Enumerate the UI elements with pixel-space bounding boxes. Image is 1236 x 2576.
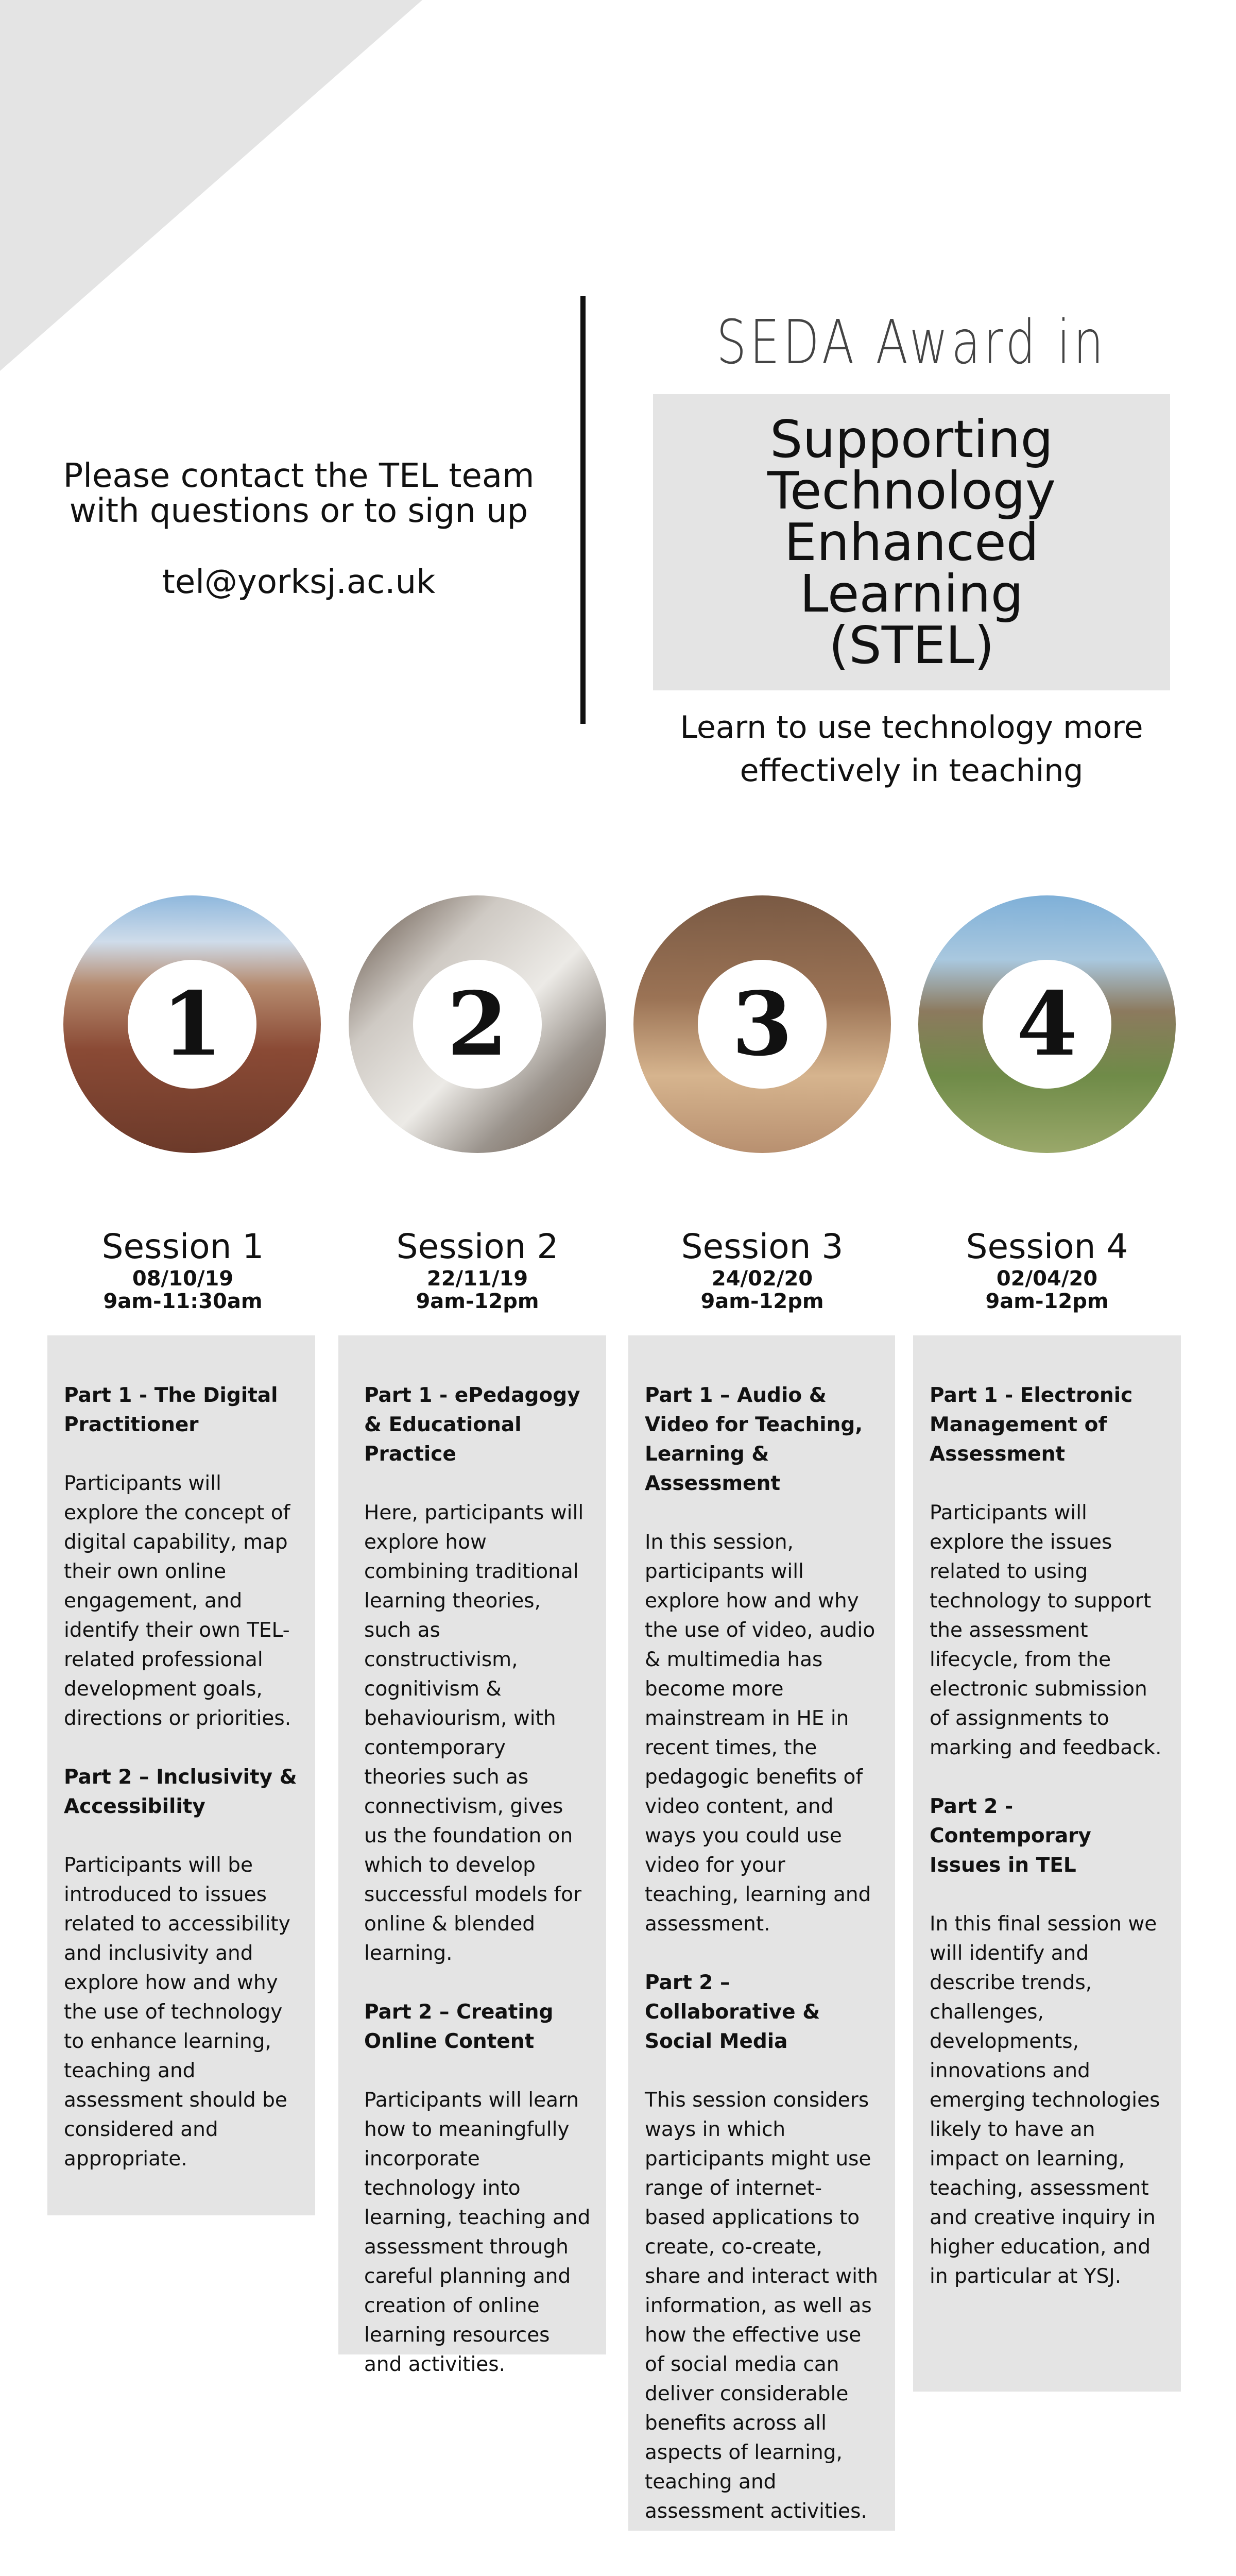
award-name-line: (STEL) <box>829 615 994 675</box>
session-time: 9am-12pm <box>700 1290 824 1313</box>
session-2-photo <box>349 895 606 1153</box>
session-date: 08/10/19 <box>132 1267 234 1291</box>
part-1-heading: Part 1 - The Digital Practitioner <box>64 1384 278 1436</box>
contact-line-2: with questions or to sign up <box>69 492 528 530</box>
session-title: Session 2 <box>396 1227 559 1266</box>
award-name-box <box>653 394 1170 690</box>
award-title: SEDA Award in <box>716 307 1107 378</box>
tagline <box>654 706 1169 792</box>
part-2-heading: Part 2 – Collaborative & Social Media <box>645 1971 820 2053</box>
award-name-line: Technology <box>767 460 1056 521</box>
part-1-heading: Part 1 - Electronic Management of Assessment <box>930 1384 1133 1466</box>
session-1-photo <box>63 895 321 1153</box>
part-2-heading: Part 2 - Contemporary Issues in TEL <box>930 1795 1091 1877</box>
tagline-line-2: effectively in teaching <box>740 753 1084 789</box>
session-1-card <box>47 1335 315 2215</box>
session-2-number: 2 <box>413 960 542 1089</box>
session-4-number: 4 <box>983 960 1111 1089</box>
session-2-card <box>338 1335 606 2376</box>
session-4-card <box>913 1335 1181 2392</box>
corner-decoration <box>0 0 422 371</box>
contact-email[interactable]: tel@yorksj.ac.uk <box>162 563 436 601</box>
part-1-heading: Part 1 – Audio & Video for Teaching, Learning & Assessment <box>645 1384 863 1495</box>
session-1-number: 1 <box>128 960 256 1089</box>
session-4-header <box>908 1226 1186 1313</box>
part-1-body: Here, participants will explore how combining traditional learning theories, such as constructivism, cognitivism & behaviourism, with contemporary theories such as connectivism, gives us the foundation on which to develop successful models for online & blended learning. <box>364 1501 584 1965</box>
vertical-divider <box>580 296 586 724</box>
session-time: 9am-12pm <box>985 1290 1109 1313</box>
session-time: 9am-12pm <box>416 1290 539 1313</box>
award-name-line: Enhanced <box>784 512 1039 572</box>
session-3-number: 3 <box>698 960 827 1089</box>
session-date: 02/04/20 <box>996 1267 1098 1291</box>
session-4-photo <box>918 895 1176 1153</box>
session-date: 24/02/20 <box>711 1267 813 1291</box>
part-2-body: Participants will be introduced to issues related to accessibility and inclusivity and explore how and why the use of technology to enhance learning, teaching and assessment should be considered and appropriate. <box>64 1854 290 2171</box>
session-date: 22/11/19 <box>426 1267 528 1291</box>
award-name-line: Supporting <box>770 409 1053 469</box>
contact-line-1: Please contact the TEL team <box>63 457 535 495</box>
part-2-heading: Part 2 – Creating Online Content <box>364 2001 554 2053</box>
part-1-body: In this session, participants will explore how and why the use of video, audio & multimedia has become more mainstream in HE in recent times, the pedagogic benefits of video content, and ways you could use video for your teaching, learning and assessment. <box>645 1531 876 1936</box>
part-2-body: This session considers ways in which participants might use range of internet-based applications to create, co-create, share and interact with information, as well as how the effective use of social media can deliver considerable benefits across all aspects of learning, teaching and assessment activities. <box>645 2089 878 2523</box>
session-title: Session 1 <box>101 1227 264 1266</box>
part-2-body: In this final session we will identify and describe trends, challenges, developments, innovations and emerging technologies likely to have an impact on learning, teaching, assessment and creative inquiry in higher education, and in particular at YSJ. <box>930 1912 1160 2288</box>
part-2-body: Participants will learn how to meaningfully incorporate technology into learning, teaching and assessment through careful planning and creation of online learning resources and activities. <box>364 2089 591 2376</box>
session-3-photo <box>633 895 891 1153</box>
part-1-body: Participants will explore the issues related to using technology to support the assessment lifecycle, from the electronic submission of assignments to marking and feedback. <box>930 1501 1162 1759</box>
session-time: 9am-11:30am <box>103 1290 263 1313</box>
session-2-header <box>338 1226 616 1313</box>
part-1-body: Participants will explore the concept of digital capability, map their own online engagement, and identify their own TEL-related professional development goals, directions or priorities. <box>64 1472 291 1730</box>
award-name-line: Learning <box>799 563 1024 624</box>
part-2-heading: Part 2 – Inclusivity & Accessibility <box>64 1766 297 1818</box>
tagline-line-1: Learn to use technology more <box>680 709 1143 745</box>
session-3-card <box>628 1335 895 2531</box>
session-title: Session 3 <box>681 1227 844 1266</box>
session-3-header <box>623 1226 901 1313</box>
session-title: Session 4 <box>966 1227 1128 1266</box>
part-1-heading: Part 1 - ePedagogy & Educational Practice <box>364 1384 580 1466</box>
contact-block <box>31 459 566 600</box>
session-1-header <box>44 1226 322 1313</box>
